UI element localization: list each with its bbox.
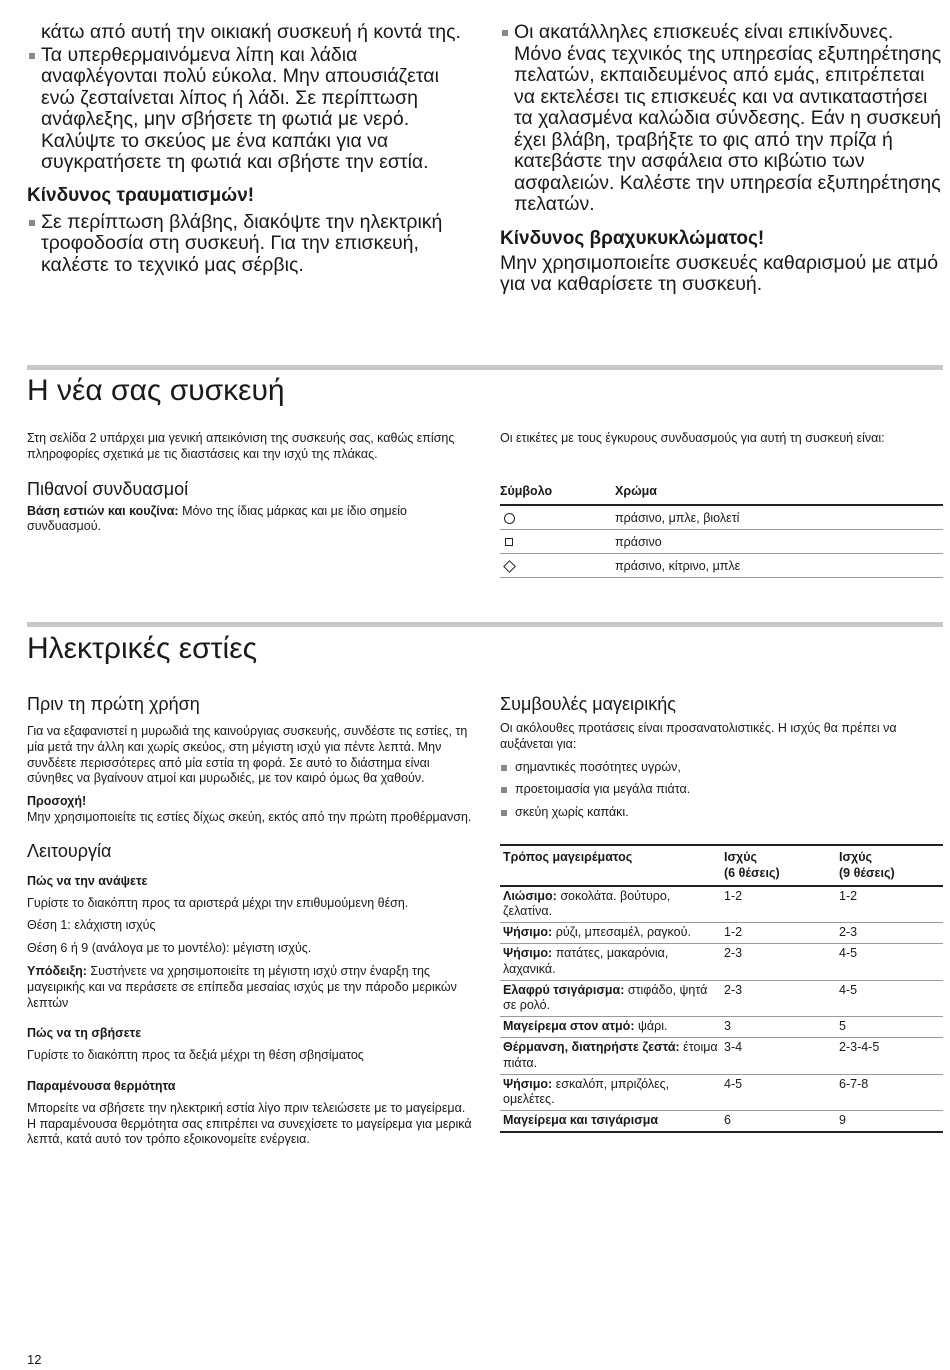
labels-intro: Οι ετικέτες με τους έγκυρους συνδυασμούς για αυτή τη συσκευή είναι: <box>500 431 885 445</box>
cooking-method-cell <box>500 923 721 944</box>
tip-body: Συστήνετε να χρησιμοποιείτε τη μέγιστη ισχύ στην έναρξη της μαγειρικής και να περάσετε σε επίπεδα μεσαίας ισχύς με την πάροδο μερικών λεπτών <box>27 963 457 1010</box>
combinations-text <box>27 504 467 536</box>
steam-cleaner-warning: Μην χρησιμοποιείτε συσκευές καθαρισμού με ατμό για να καθαρίσετε τη συσκευή. <box>500 251 939 295</box>
list-item: σκεύη χωρίς καπάκι. <box>500 805 943 821</box>
power-9-cell: 4-5 <box>836 980 943 1017</box>
power-6-cell: 1-2 <box>721 923 836 944</box>
cooking-power-table <box>500 844 943 1133</box>
table-row <box>500 1017 943 1038</box>
table-row <box>500 554 943 578</box>
section-divider-1 <box>27 365 943 370</box>
residual-heat-heading: Παραμένουσα θερμότητα <box>27 1078 176 1093</box>
cooking-method-text: πατάτες, μακαρόνια, λαχανικά. <box>503 945 669 976</box>
short-circuit-danger-heading: Κίνδυνος βραχυκυκλώματος! <box>500 227 765 249</box>
combinations-heading: Πιθανοί συνδυασμοί <box>27 478 189 499</box>
switch-on-text: Γυρίστε το διακόπτη προς τα αριστερά μέχρι την επιθυμούμενη θέση. <box>27 895 409 910</box>
square-symbol-icon <box>500 530 615 554</box>
cooking-method-label: Ψήσιμο: <box>503 925 553 940</box>
table-row <box>500 530 943 554</box>
cooking-method-cell <box>500 886 721 923</box>
cooking-method-cell <box>500 1074 721 1111</box>
new-appliance-left <box>27 431 467 535</box>
power-9-cell: 1-2 <box>836 886 943 923</box>
cooking-method-cell <box>500 1037 721 1074</box>
symbol-header: Σύμβολο <box>500 482 615 505</box>
electric-hobs-left <box>27 694 472 1148</box>
power-9-cell: 5 <box>836 1017 943 1038</box>
power-9-cell: 4-5 <box>836 943 943 980</box>
cooking-method-text: σοκολάτα. βούτυρο, ζελατίνα. <box>503 888 671 919</box>
electric-hobs-right <box>500 694 943 821</box>
table-row <box>500 1074 943 1111</box>
cooking-method-text: στιφάδο, ψητά σε ρολό. <box>503 982 708 1013</box>
table-row <box>500 505 943 530</box>
power6-header: Ισχύς (6 θέσεις) <box>721 845 836 886</box>
symbol-table <box>500 482 943 578</box>
power-6-cell: 3 <box>721 1017 836 1038</box>
page-number: 12 <box>27 1352 42 1367</box>
power-9-cell: 2-3 <box>836 923 943 944</box>
cooking-method-label: Λιώσιμο: <box>503 888 557 903</box>
tip-label: Υπόδειξη: <box>27 963 87 978</box>
cooking-table-header <box>500 845 943 886</box>
injury-danger-heading: Κίνδυνος τραυματισμών! <box>27 184 255 206</box>
symbol-table-header <box>500 482 943 505</box>
fat-fire-warning: Τα υπερθερμαινόμενα λίπη και λάδια αναφλέγονται πολύ εύκολα. Μην απουσιάζεται ενώ ζεσταίνεται λίπος ή λάδι. Σε περίπτωση ανάφλεξης, μην σβήσετε τη φωτιά με νερό. Καλύψτε το σκεύος με ένα καπάκι για να συγκρατήσετε τη φωτιά και σβήστε την εστία. <box>27 45 472 174</box>
switch-on-heading: Πώς να την ανάψετε <box>27 873 148 888</box>
color-header: Χρώμα <box>615 482 943 505</box>
list-item: προετοιμασία για μεγάλα πιάτα. <box>500 782 943 798</box>
appliance-intro: Στη σελίδα 2 υπάρχει μια γενική απεικόνιση της συσκευής σας, καθώς επίσης πληροφορίες σχετικά με τις διαστάσεις και την ισχύ της πλάκας. <box>27 431 455 461</box>
section-title-electric-hobs: Ηλεκτρικές εστίες <box>27 632 258 665</box>
diamond-symbol-icon <box>500 554 615 578</box>
combinations-value: Μόνο της ίδιας μάρκας και με ίδιο σημείο συνδυασμού. <box>27 503 408 534</box>
position-min: Θέση 1: ελάχιστη ισχύς <box>27 918 156 933</box>
power-6-cell: 4-5 <box>721 1074 836 1111</box>
repair-warning: Οι ακατάλληλες επισκευές είναι επικίνδυνες. Μόνο ένας τεχνικός της υπηρεσίας εξυπηρέτησης πελατών, εκπαιδευμένος από εμάς, επιτρέπεται να εκτελέσει τις επισκευές και να αντικαταστήσει τα χαλασμένα καλώδια σύνδεσης. Εάν η συσκευή έχει βλάβη, τραβήξτε το φις από την πρίζα ή κατεβάστε την ασφάλεια στο κιβώτιο των ασφαλειών. Καλέστε την υπηρεσία εξυπηρέτησης πελατών. <box>500 22 945 216</box>
residual-heat-text: Μπορείτε να σβήσετε την ηλεκτρική εστία λίγο πριν τελειώσετε με το μαγείρεμα. Η παραμένουσα θερμότητα σας επιτρέπει να συνεχίσετε το μαγείρεμα για μερικά λεπτά, κατά αυτό τον τρόπο εξοικονομείτε ενέργεια. <box>27 1100 472 1147</box>
symbol-color: πράσινο, μπλε, βιολετί <box>615 505 943 530</box>
first-use-heading: Πριν τη πρώτη χρήση <box>27 694 200 714</box>
cooking-method-cell <box>500 943 721 980</box>
caution-label: Προσοχή! <box>27 794 87 809</box>
circle-symbol-icon <box>500 505 615 530</box>
power-6-cell: 1-2 <box>721 886 836 923</box>
cooking-method-text: ψάρι. <box>637 1019 668 1034</box>
symbol-color: πράσινο, κίτρινο, μπλε <box>615 554 943 578</box>
table-row <box>500 943 943 980</box>
first-use-text: Για να εξαφανιστεί η μυρωδιά της καινούργιας συσκευής, συνδέστε τις εστίες, τη μία μετά την άλλη και χωρίς σκεύος, στη μέγιστη ισχύ για πέντε λεπτά. Μην συνδέετε περισσότερες από μία εστία τη φορά. Σε αυτό το διάστημα είναι σύνηθες να βγαίνουν ατμοί και μυρωδιές, με τον καιρό όμως θα χαθούν. <box>27 724 468 786</box>
top-right-column <box>500 22 945 296</box>
symbol-color: πράσινο <box>615 530 943 554</box>
cooking-method-label: Μαγείρεμα και τσιγάρισμα <box>503 1113 659 1128</box>
table-row <box>500 1037 943 1074</box>
caution-text: Μην χρησιμοποιείτε τις εστίες δίχως σκεύη, εκτός από την πρώτη προθέρμανση. <box>27 809 472 824</box>
table-row <box>500 1111 943 1132</box>
continued-text: κάτω από αυτή την οικιακή συσκευή ή κοντά της. <box>41 21 461 43</box>
power-9-cell: 6-7-8 <box>836 1074 943 1111</box>
position-max: Θέση 6 ή 9 (ανάλογα με το μοντέλο): μέγιστη ισχύς. <box>27 941 312 956</box>
power-9-cell: 9 <box>836 1111 943 1132</box>
power-6-cell: 3-4 <box>721 1037 836 1074</box>
table-row <box>500 886 943 923</box>
cooking-method-text: εσκαλόπ, μπριζόλες, ομελέτες. <box>503 1076 670 1107</box>
method-header: Τρόπος μαγειρέματος <box>500 845 721 886</box>
combinations-label: Βάση εστιών και κουζίνα: <box>27 503 179 518</box>
tip-text <box>27 964 472 1011</box>
cooking-method-label: Ψήσιμο: <box>503 945 553 960</box>
cooking-method-label: Θέρμανση, διατηρήστε ζεστά: <box>503 1039 680 1054</box>
switch-off-text: Γυρίστε το διακόπτη προς τα δεξιά μέχρι τη θέση σβησίματος <box>27 1048 364 1063</box>
cooking-tips-intro: Οι ακόλουθες προτάσεις είναι προσανατολιστικές. Η ισχύς θα πρέπει να αυξάνεται για: <box>500 721 897 751</box>
top-left-column <box>27 22 472 276</box>
section-title-new-appliance: Η νέα σας συσκευή <box>27 374 285 407</box>
cooking-method-cell <box>500 980 721 1017</box>
power9-header: Ισχύς (9 θέσεις) <box>836 845 943 886</box>
power-9-cell: 2-3-4-5 <box>836 1037 943 1074</box>
table-row <box>500 923 943 944</box>
cooking-method-label: Ψήσιμο: <box>503 1076 553 1091</box>
cooking-method-label: Μαγείρεμα στον ατμό: <box>503 1019 635 1034</box>
power-6-cell: 6 <box>721 1111 836 1132</box>
cooking-method-cell <box>500 1017 721 1038</box>
new-appliance-right <box>500 431 943 447</box>
power-6-cell: 2-3 <box>721 980 836 1017</box>
cooking-method-text: ρύζι, μπεσαμέλ, ραγκού. <box>555 925 691 940</box>
cooking-tips-heading: Συμβουλές μαγειρικής <box>500 694 676 714</box>
section-divider-2 <box>27 622 943 627</box>
fault-warning: Σε περίπτωση βλάβης, διακόψτε την ηλεκτρική τροφοδοσία στη συσκευή. Για την επισκευή, καλέστε το τεχνικό μας σέρβις. <box>27 212 472 277</box>
power-6-cell: 2-3 <box>721 943 836 980</box>
cooking-method-label: Ελαφρύ τσιγάρισμα: <box>503 982 625 997</box>
cooking-method-text: έτοιμα πιάτα. <box>503 1039 718 1070</box>
switch-off-heading: Πώς να τη σβήσετε <box>27 1026 142 1041</box>
operation-heading: Λειτουργία <box>27 840 112 861</box>
table-row <box>500 980 943 1017</box>
list-item: σημαντικές ποσότητες υγρών, <box>500 760 943 776</box>
cooking-method-cell <box>500 1111 721 1132</box>
